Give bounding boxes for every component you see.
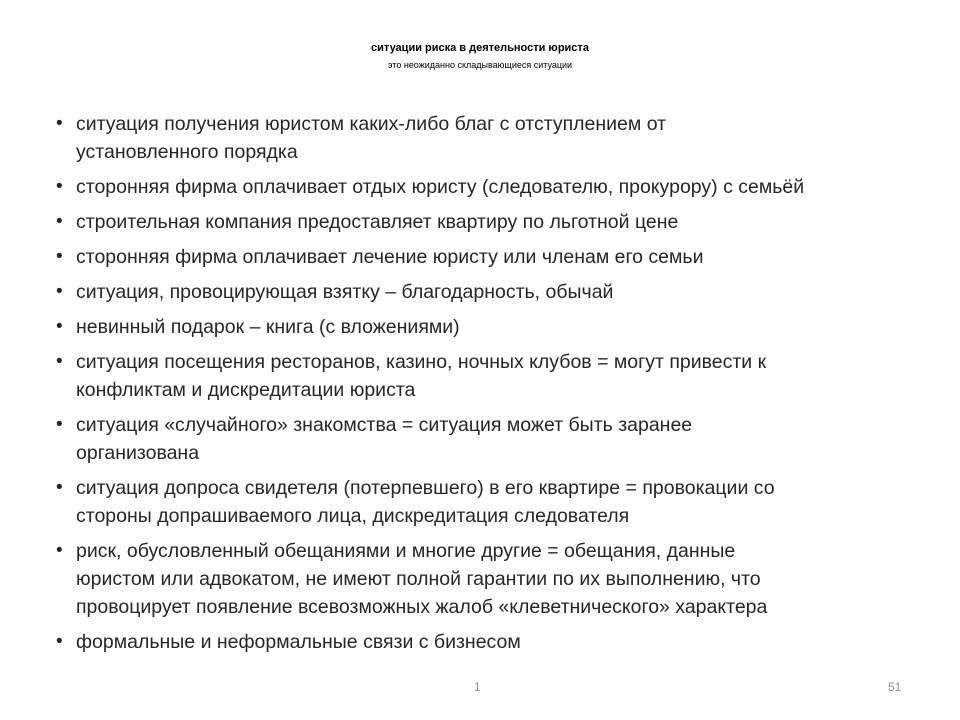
- bullet-icon: •: [56, 414, 63, 435]
- list-item: [56, 474, 936, 530]
- list-item-text: стороны допрашиваемого лица, дискредитация следователя: [76, 505, 630, 527]
- list-item-text: юристом или адвокатом, не имеют полной гарантии по их выполнению, что: [76, 568, 761, 590]
- bullet-icon: •: [56, 351, 63, 372]
- list-item: [56, 411, 936, 467]
- list-item-text: строительная компания предоставляет квартиру по льготной цене: [76, 211, 679, 233]
- list-item: [56, 173, 936, 201]
- bullet-icon: •: [56, 540, 63, 561]
- bullet-icon: •: [56, 176, 63, 197]
- list-item-text: организована: [76, 442, 200, 464]
- list-item: [56, 537, 936, 621]
- bullet-icon: •: [56, 477, 63, 498]
- list-item-text: риск, обусловленный обещаниями и многие другие = обещания, данные: [76, 540, 736, 562]
- list-item-text: ситуация допроса свидетеля (потерпевшего) в его квартире = провокации со: [76, 477, 775, 499]
- list-item: [56, 208, 936, 236]
- list-item-text: конфликтам и дискредитации юриста: [76, 379, 416, 401]
- list-item-text: ситуация посещения ресторанов, казино, ночных клубов = могут привести к: [76, 351, 767, 373]
- bullet-icon: •: [56, 113, 63, 134]
- bullet-icon: •: [56, 631, 63, 652]
- list-item-text: невинный подарок – книга (с вложениями): [76, 316, 460, 338]
- slide-subtitle: это неожиданно складывающиеся ситуации: [387, 60, 573, 70]
- list-item-text: формальные и неформальные связи с бизнесом: [76, 631, 521, 653]
- slide-title: ситуации риска в деятельности юриста: [371, 42, 589, 54]
- slide-number: 51: [888, 680, 902, 694]
- list-item: [56, 348, 936, 404]
- bullet-icon: •: [56, 281, 63, 302]
- list-item-text: провоцирует появление всевозможных жалоб «клеветнического» характера: [76, 596, 768, 618]
- list-item-text: сторонняя фирма оплачивает лечение юристу или членам его семьи: [76, 246, 704, 268]
- list-item: [56, 313, 936, 341]
- list-item-text: ситуация получения юристом каких-либо благ с отступлением от: [76, 113, 667, 135]
- list-item-text: сторонняя фирма оплачивает отдых юристу (следователю, прокурору) с семьёй: [76, 176, 805, 198]
- page-number: 1: [474, 680, 481, 694]
- list-item: [56, 628, 936, 656]
- list-item: [56, 110, 936, 166]
- bullet-icon: •: [56, 316, 63, 337]
- list-item: [56, 243, 936, 271]
- list-item-text: ситуация «случайного» знакомства = ситуация может быть заранее: [76, 414, 693, 436]
- bullet-icon: •: [56, 246, 63, 267]
- list-item-text: ситуация, провоцирующая взятку – благодарность, обычай: [76, 281, 614, 303]
- list-item-text: установленного порядка: [76, 141, 298, 163]
- bullet-list: [56, 110, 936, 656]
- list-item: [56, 278, 936, 306]
- bullet-icon: •: [56, 211, 63, 232]
